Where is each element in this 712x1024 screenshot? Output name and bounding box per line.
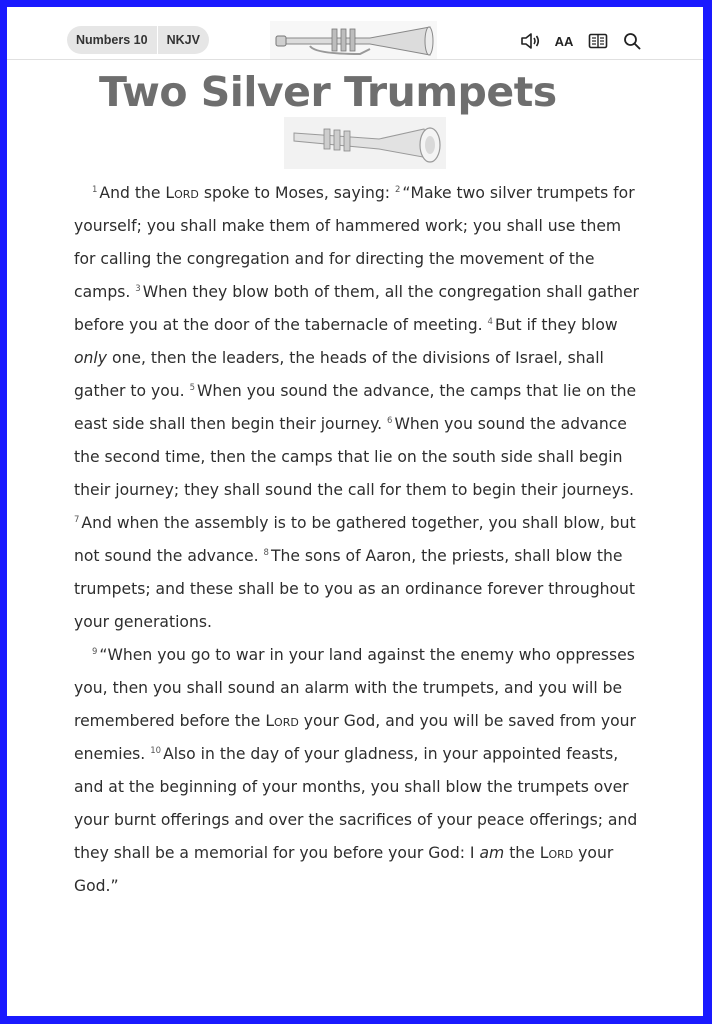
verse-text: The sons of Aaron, the priests, shall blow the trumpets; and these shall be to you as an ordinance forever throughout your generations.	[74, 547, 636, 631]
verse-text: When they blow both of them, all the congregation shall gather before you at the door of the tabernacle of meeting.	[74, 283, 639, 334]
trumpet-illustration	[270, 21, 437, 59]
trumpet-photo-illustration	[284, 117, 446, 169]
verse-text: When you sound the advance the second time, then the camps that lie on the south side shall begin their journey; they shall sound the call for them to begin their journeys.	[74, 415, 634, 499]
top-toolbar	[7, 7, 703, 60]
trumpet-image	[270, 21, 437, 59]
verse-text: am	[479, 844, 505, 862]
scripture-paragraph	[74, 639, 640, 903]
reader-mode-icon[interactable]	[587, 30, 609, 52]
verse-text: Lord	[265, 712, 299, 730]
verse-text: spoke to Moses, saying:	[198, 184, 395, 202]
audio-icon[interactable]	[519, 30, 541, 52]
verse-text: “When you go to war in your land against the enemy who oppresses you, then you shall sound an alarm with the trumpets, and you will be remembered before the	[74, 646, 635, 730]
verse[interactable]	[92, 184, 395, 202]
verse-number: 1	[92, 184, 98, 195]
verse-number: 10	[150, 745, 162, 756]
verse-text: Lord	[539, 844, 574, 862]
verse-number: 4	[487, 316, 493, 327]
scripture-text	[74, 177, 640, 903]
verse-number: 9	[92, 646, 98, 657]
verse-number: 5	[189, 382, 196, 393]
verse-number: 8	[263, 547, 269, 558]
verse-text: one, then the leaders, the heads of the divisions of Israel, shall gather to you.	[74, 349, 604, 400]
book-chapter-button[interactable]: Numbers 10	[76, 33, 148, 47]
search-icon[interactable]	[621, 30, 643, 52]
verse-text: When you sound the advance, the camps that lie on the east side shall then begin their journey.	[74, 382, 637, 433]
verse-text: Lord	[165, 184, 199, 202]
verse-text: your God, and you will be saved from your enemies.	[74, 712, 636, 763]
toolbar-icons	[519, 30, 643, 52]
verse-number: 7	[74, 514, 80, 525]
passage-selector[interactable]	[67, 26, 209, 54]
section-heading: Two Silver Trumpets	[99, 68, 557, 116]
scripture-paragraph	[74, 177, 640, 639]
verse-text: Also in the day of your gladness, in your appointed feasts, and at the beginning of your months, you shall blow the trumpets over your burnt offerings and over the sacrifices of your peace offerings; and they shall be a memorial for you before your God: I	[74, 745, 638, 862]
verse-number: 6	[387, 415, 393, 426]
verse-text: But if they blow	[494, 316, 618, 334]
text-size-icon[interactable]: AA	[554, 33, 574, 49]
app-frame	[7, 7, 703, 1016]
verse-number: 2	[395, 184, 401, 195]
verse-text: only	[74, 349, 107, 367]
verse-text: And when the assembly is to be gathered together, you shall blow, but not sound the advance.	[74, 514, 636, 565]
trumpet-photo	[284, 117, 446, 169]
verse[interactable]	[74, 745, 637, 895]
verse-text: your God.”	[74, 844, 614, 895]
verse-number: 3	[135, 283, 141, 294]
verse-text: “Make two silver trumpets for yourself; you shall make them of hammered work; you shall use them for calling the congregation and for directing the movement of the camps.	[74, 184, 635, 301]
verse-text: the	[504, 844, 540, 862]
version-button[interactable]: NKJV	[166, 33, 200, 47]
verse-text: And the	[99, 184, 166, 202]
